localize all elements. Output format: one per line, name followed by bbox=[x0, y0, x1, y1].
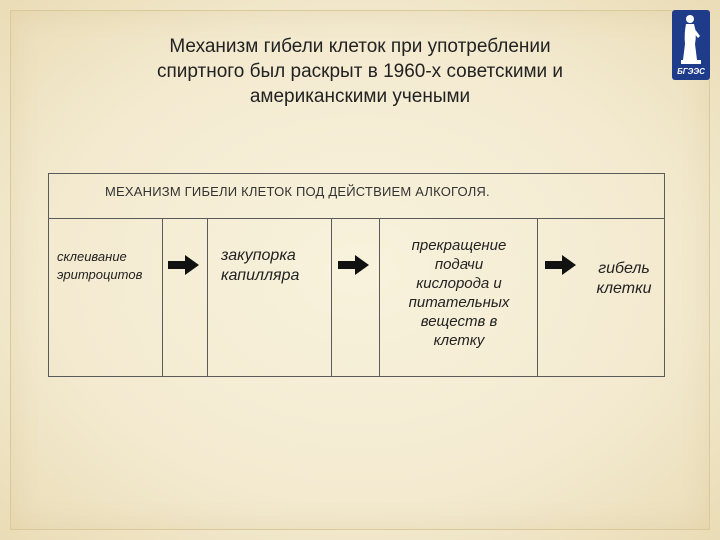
step-2-text: закупорка капилляра bbox=[221, 247, 300, 284]
table-header-row bbox=[49, 174, 664, 219]
arrow-right-icon bbox=[167, 254, 201, 276]
arrow-right-icon bbox=[544, 254, 578, 276]
column-divider bbox=[331, 218, 332, 376]
logo-label: БГЭЭС bbox=[677, 67, 705, 76]
mechanism-table bbox=[48, 173, 665, 377]
column-divider bbox=[162, 218, 163, 376]
step-4-text: гибель клетки bbox=[596, 260, 652, 297]
column-divider bbox=[379, 218, 380, 376]
arrow-right-icon bbox=[337, 254, 371, 276]
step-3-text: прекращение подачи кислорода и питательных веществ в клетку bbox=[408, 237, 510, 349]
logo bbox=[672, 10, 710, 80]
column-divider bbox=[207, 218, 208, 376]
step-1-text: склеивание эритроцитов bbox=[57, 249, 143, 282]
table-header: МЕХАНИЗМ ГИБЕЛИ КЛЕТОК ПОД ДЕЙСТВИЕМ АЛКОГОЛЯ. bbox=[105, 184, 490, 199]
statue-icon bbox=[672, 10, 710, 68]
column-divider bbox=[537, 218, 538, 376]
slide-title: Механизм гибели клеток при употреблении спиртного был раскрыт в 1960-х советскими и американскими учеными bbox=[156, 36, 564, 107]
